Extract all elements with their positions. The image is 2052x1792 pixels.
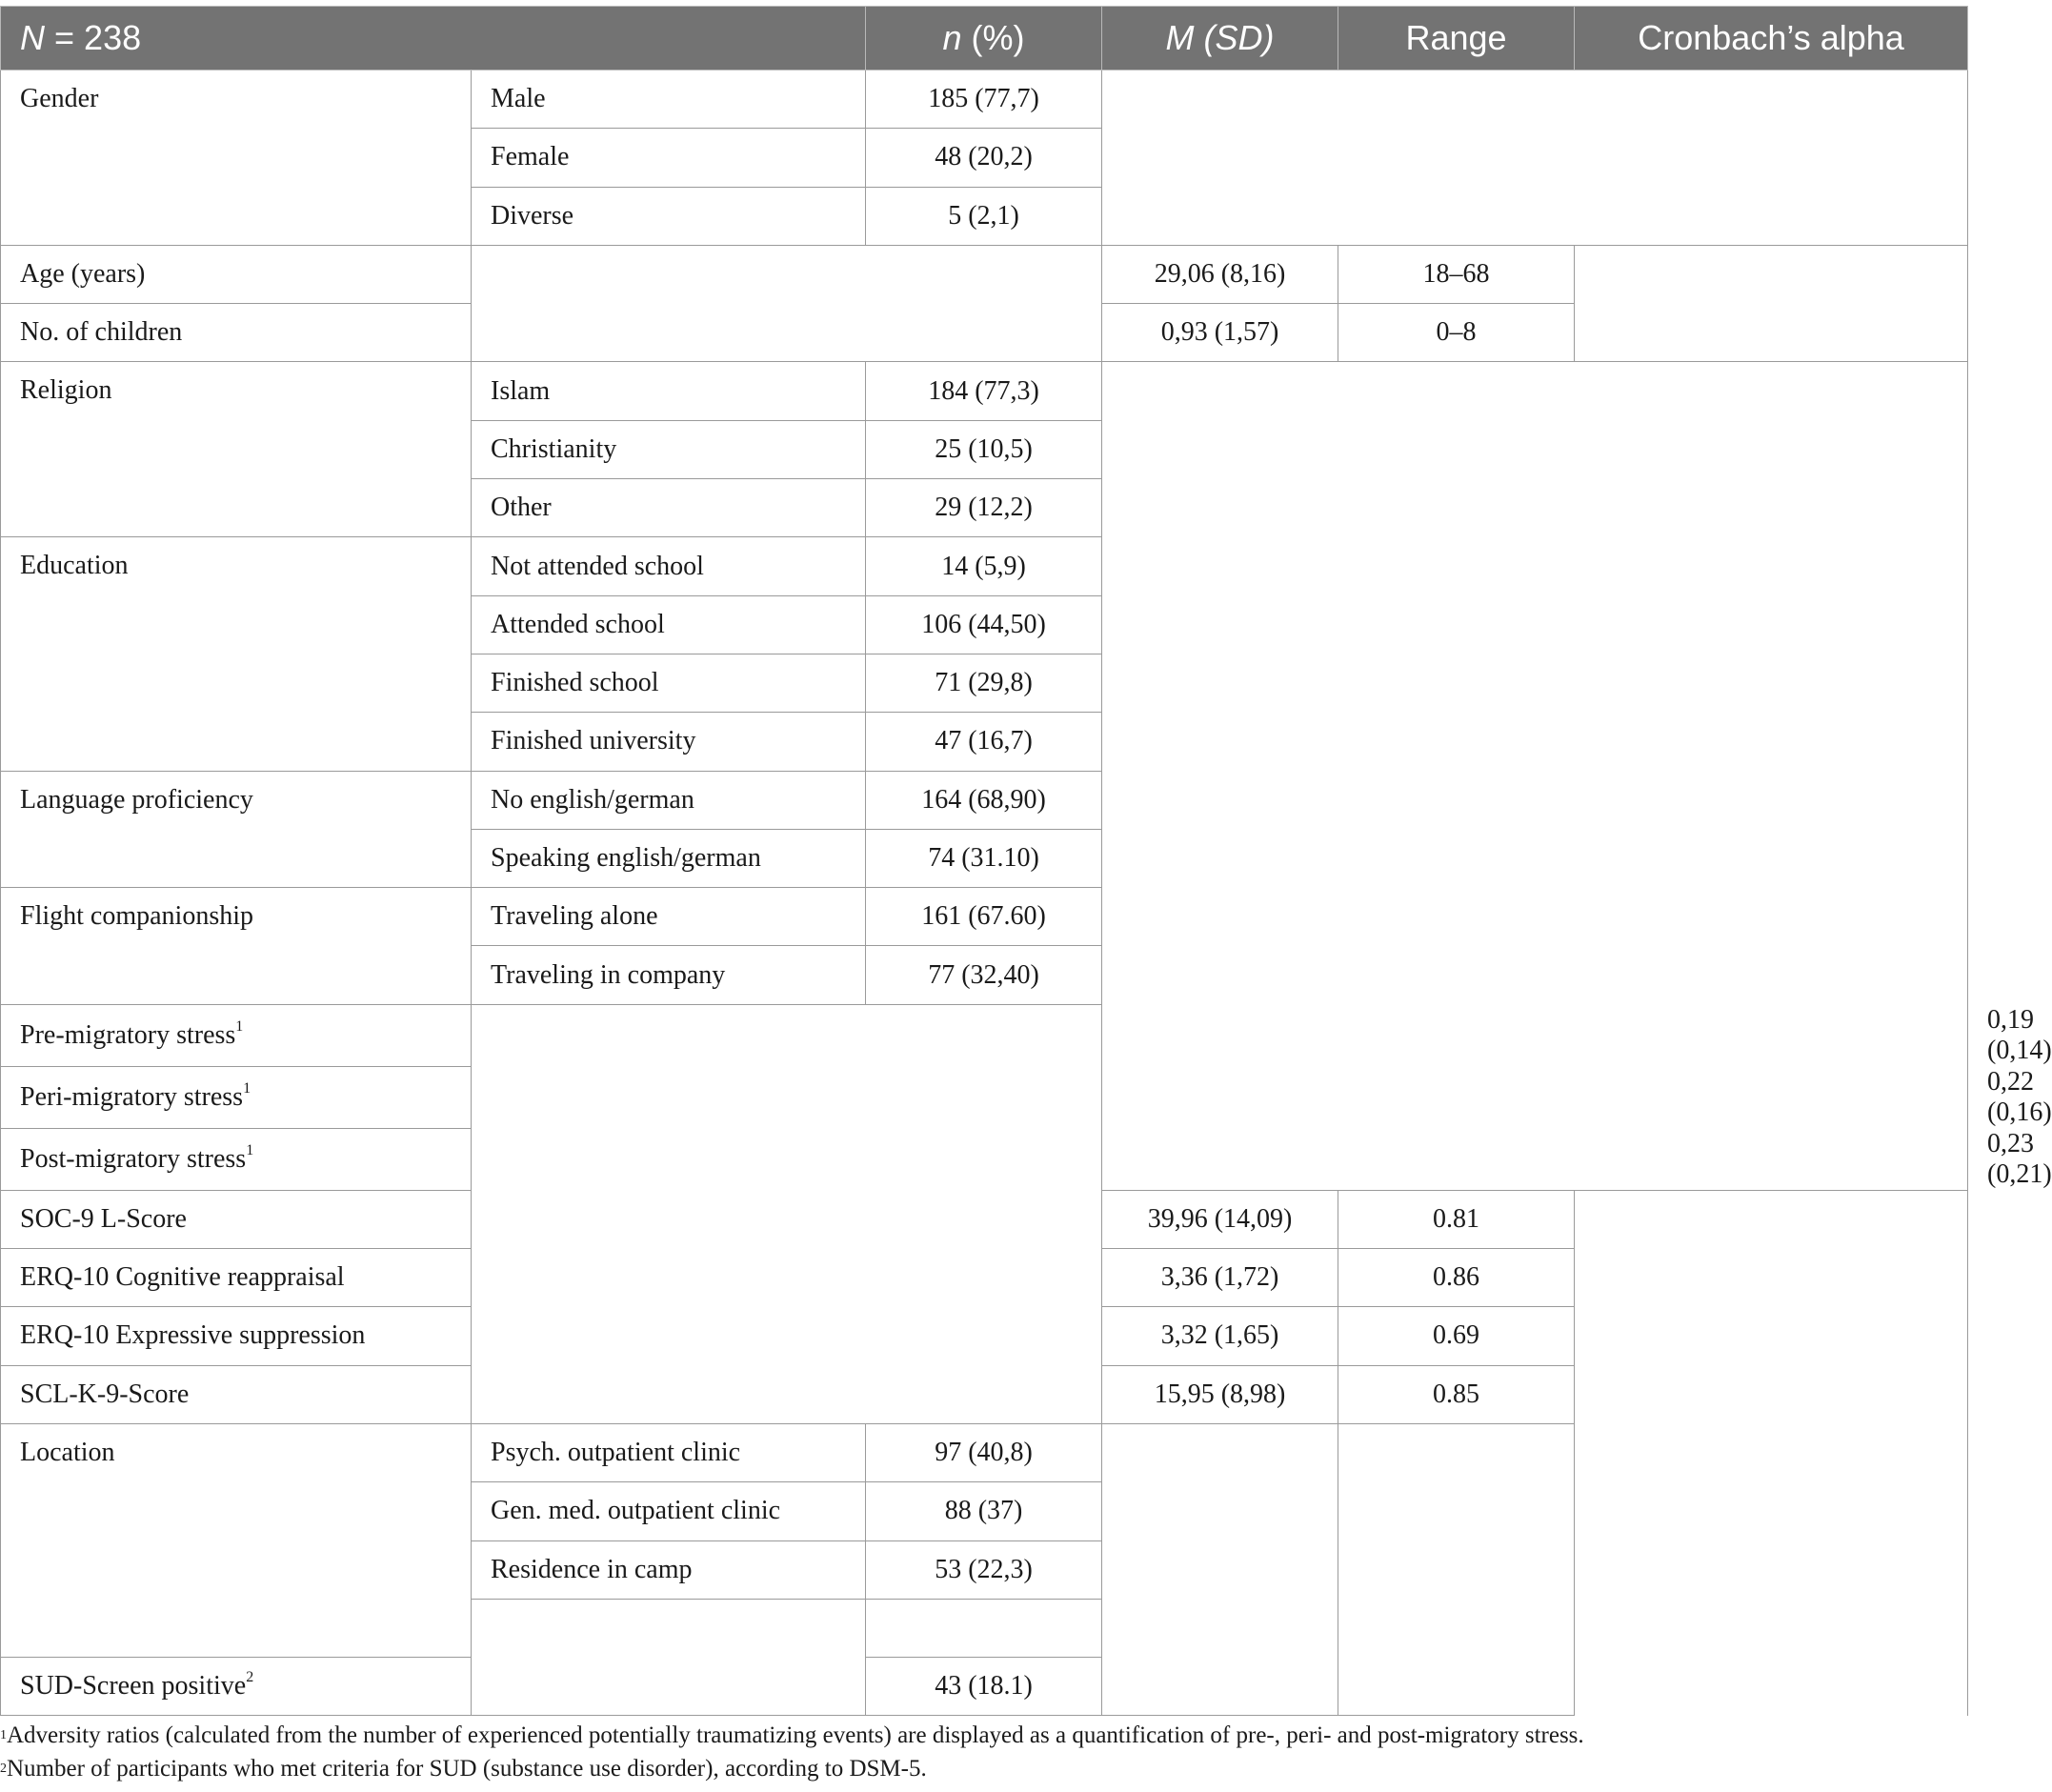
- n-percent-cell: 185 (77,7): [866, 70, 1102, 129]
- row-label-language: Language proficiency: [1, 771, 472, 888]
- footnote: $^1$Adversity ratios (calculated from the number of experienced potentially traumatizing events) are displayed as a quantification of pre-, peri- and post-migratory stress.: [0, 1722, 1584, 1748]
- row-label-education: Education: [1, 537, 472, 771]
- sub-label: Psych. outpatient clinic: [472, 1423, 866, 1481]
- row-label-age: Age (years): [1, 245, 472, 303]
- sub-label: Female: [472, 129, 866, 187]
- table-row: [1, 245, 1968, 303]
- empty-cell: [1102, 70, 1968, 246]
- empty-cell: [866, 1599, 1102, 1657]
- table-row: [1, 1423, 1968, 1481]
- n-percent-cell: 77 (32,40): [866, 946, 1102, 1004]
- n-percent-cell: 106 (44,50): [866, 595, 1102, 654]
- row-label-location: Location: [1, 1423, 472, 1657]
- header-sample-size: N = 238: [1, 7, 866, 70]
- row-label-scale: ERQ-10 Cognitive reappraisal: [1, 1249, 472, 1307]
- n-percent-cell: 161 (67.60): [866, 888, 1102, 946]
- empty-cell: [472, 1004, 1102, 1423]
- row-label-scale: SOC-9 L-Score: [1, 1190, 472, 1248]
- mean-sd-cell: 3,36 (1,72): [1102, 1249, 1338, 1307]
- range-cell: 0–8: [1338, 304, 1575, 362]
- n-percent-cell: 53 (22,3): [866, 1540, 1102, 1599]
- n-percent-cell: 47 (16,7): [866, 713, 1102, 771]
- row-label-scale: Post-migratory stress$^1$: [1, 1128, 472, 1190]
- header-n-percent: n (%): [866, 7, 1102, 70]
- mean-sd-cell: 15,95 (8,98): [1102, 1365, 1338, 1423]
- empty-cell: [1575, 245, 1968, 362]
- sub-label: Traveling in company: [472, 946, 866, 1004]
- alpha-cell: 0.69: [1338, 1307, 1575, 1365]
- header-row: [1, 7, 1968, 70]
- row-label-gender: Gender: [1, 70, 472, 246]
- n-percent-cell: 25 (10,5): [866, 420, 1102, 478]
- table-row: [1, 70, 1968, 129]
- n-percent-cell: 184 (77,3): [866, 362, 1102, 420]
- table-row: [1, 1658, 1968, 1716]
- mean-sd-cell: 29,06 (8,16): [1102, 245, 1338, 303]
- alpha-cell: 0.81: [1338, 1190, 1575, 1248]
- table-row: Post-migratory stress$^1$ 0,23 (0,21): [1, 1128, 1968, 1190]
- n-percent-cell: 48 (20,2): [866, 129, 1102, 187]
- mean-sd-cell: 3,32 (1,65): [1102, 1307, 1338, 1365]
- header-mean-sd: M (SD): [1102, 7, 1338, 70]
- n-percent-cell: 71 (29,8): [866, 654, 1102, 712]
- row-label-scale: SCL-K-9-Score: [1, 1365, 472, 1423]
- sub-label: Finished university: [472, 713, 866, 771]
- sub-label: Speaking english/german: [472, 829, 866, 887]
- empty-cell: [1102, 1423, 1338, 1715]
- sub-label: No english/german: [472, 771, 866, 829]
- range-cell: 18–68: [1338, 245, 1575, 303]
- row-label-religion: Religion: [1, 362, 472, 537]
- footnote: $^2$Number of participants who met criteria for SUD (substance use disorder), according to DSM-5.: [0, 1756, 927, 1782]
- sub-label: Other: [472, 479, 866, 537]
- n-percent-cell: 43 (18.1): [866, 1658, 1102, 1716]
- sub-label: Residence in camp: [472, 1540, 866, 1599]
- sub-label: Islam: [472, 362, 866, 420]
- sub-label: Not attended school: [472, 537, 866, 595]
- header-range: Range: [1338, 7, 1575, 70]
- table-row: Pre-migratory stress$^1$ 0,19 (0,14): [1, 1004, 1968, 1066]
- row-label-sud: SUD-Screen positive$^2$: [1, 1658, 472, 1716]
- n-percent-cell: 88 (37): [866, 1482, 1102, 1540]
- n-percent-cell: 14 (5,9): [866, 537, 1102, 595]
- empty-cell: [472, 1599, 866, 1716]
- n-percent-cell: 5 (2,1): [866, 187, 1102, 245]
- n-percent-cell: 164 (68,90): [866, 771, 1102, 829]
- mean-sd-cell: 39,96 (14,09): [1102, 1190, 1338, 1248]
- sub-label: Male: [472, 70, 866, 129]
- sub-label: Christianity: [472, 420, 866, 478]
- sub-label: Traveling alone: [472, 888, 866, 946]
- table-row: Peri-migratory stress$^1$ 0,22 (0,16): [1, 1066, 1968, 1128]
- footnotes: [0, 1719, 1967, 1785]
- sub-label: Gen. med. outpatient clinic: [472, 1482, 866, 1540]
- row-label-scale: Pre-migratory stress$^1$: [1, 1004, 472, 1066]
- sub-label: Attended school: [472, 595, 866, 654]
- header-cronbach-alpha: Cronbach’s alpha: [1575, 7, 1968, 70]
- empty-cell: [1338, 1423, 1575, 1715]
- sub-label: Diverse: [472, 187, 866, 245]
- alpha-cell: 0.85: [1338, 1365, 1575, 1423]
- row-label-children: No. of children: [1, 304, 472, 362]
- alpha-cell: 0.86: [1338, 1249, 1575, 1307]
- row-label-scale: Peri-migratory stress$^1$: [1, 1066, 472, 1128]
- mean-sd-cell: 0,93 (1,57): [1102, 304, 1338, 362]
- n-percent-cell: 74 (31.10): [866, 829, 1102, 887]
- table-row: [1, 362, 1968, 420]
- empty-cell: [1102, 362, 1968, 1190]
- row-label-scale: ERQ-10 Expressive suppression: [1, 1307, 472, 1365]
- sub-label: Finished school: [472, 654, 866, 712]
- empty-cell: [472, 245, 1102, 362]
- n-percent-cell: 97 (40,8): [866, 1423, 1102, 1481]
- n-percent-cell: 29 (12,2): [866, 479, 1102, 537]
- row-label-flight: Flight companionship: [1, 888, 472, 1005]
- demographics-table: [0, 6, 2052, 1716]
